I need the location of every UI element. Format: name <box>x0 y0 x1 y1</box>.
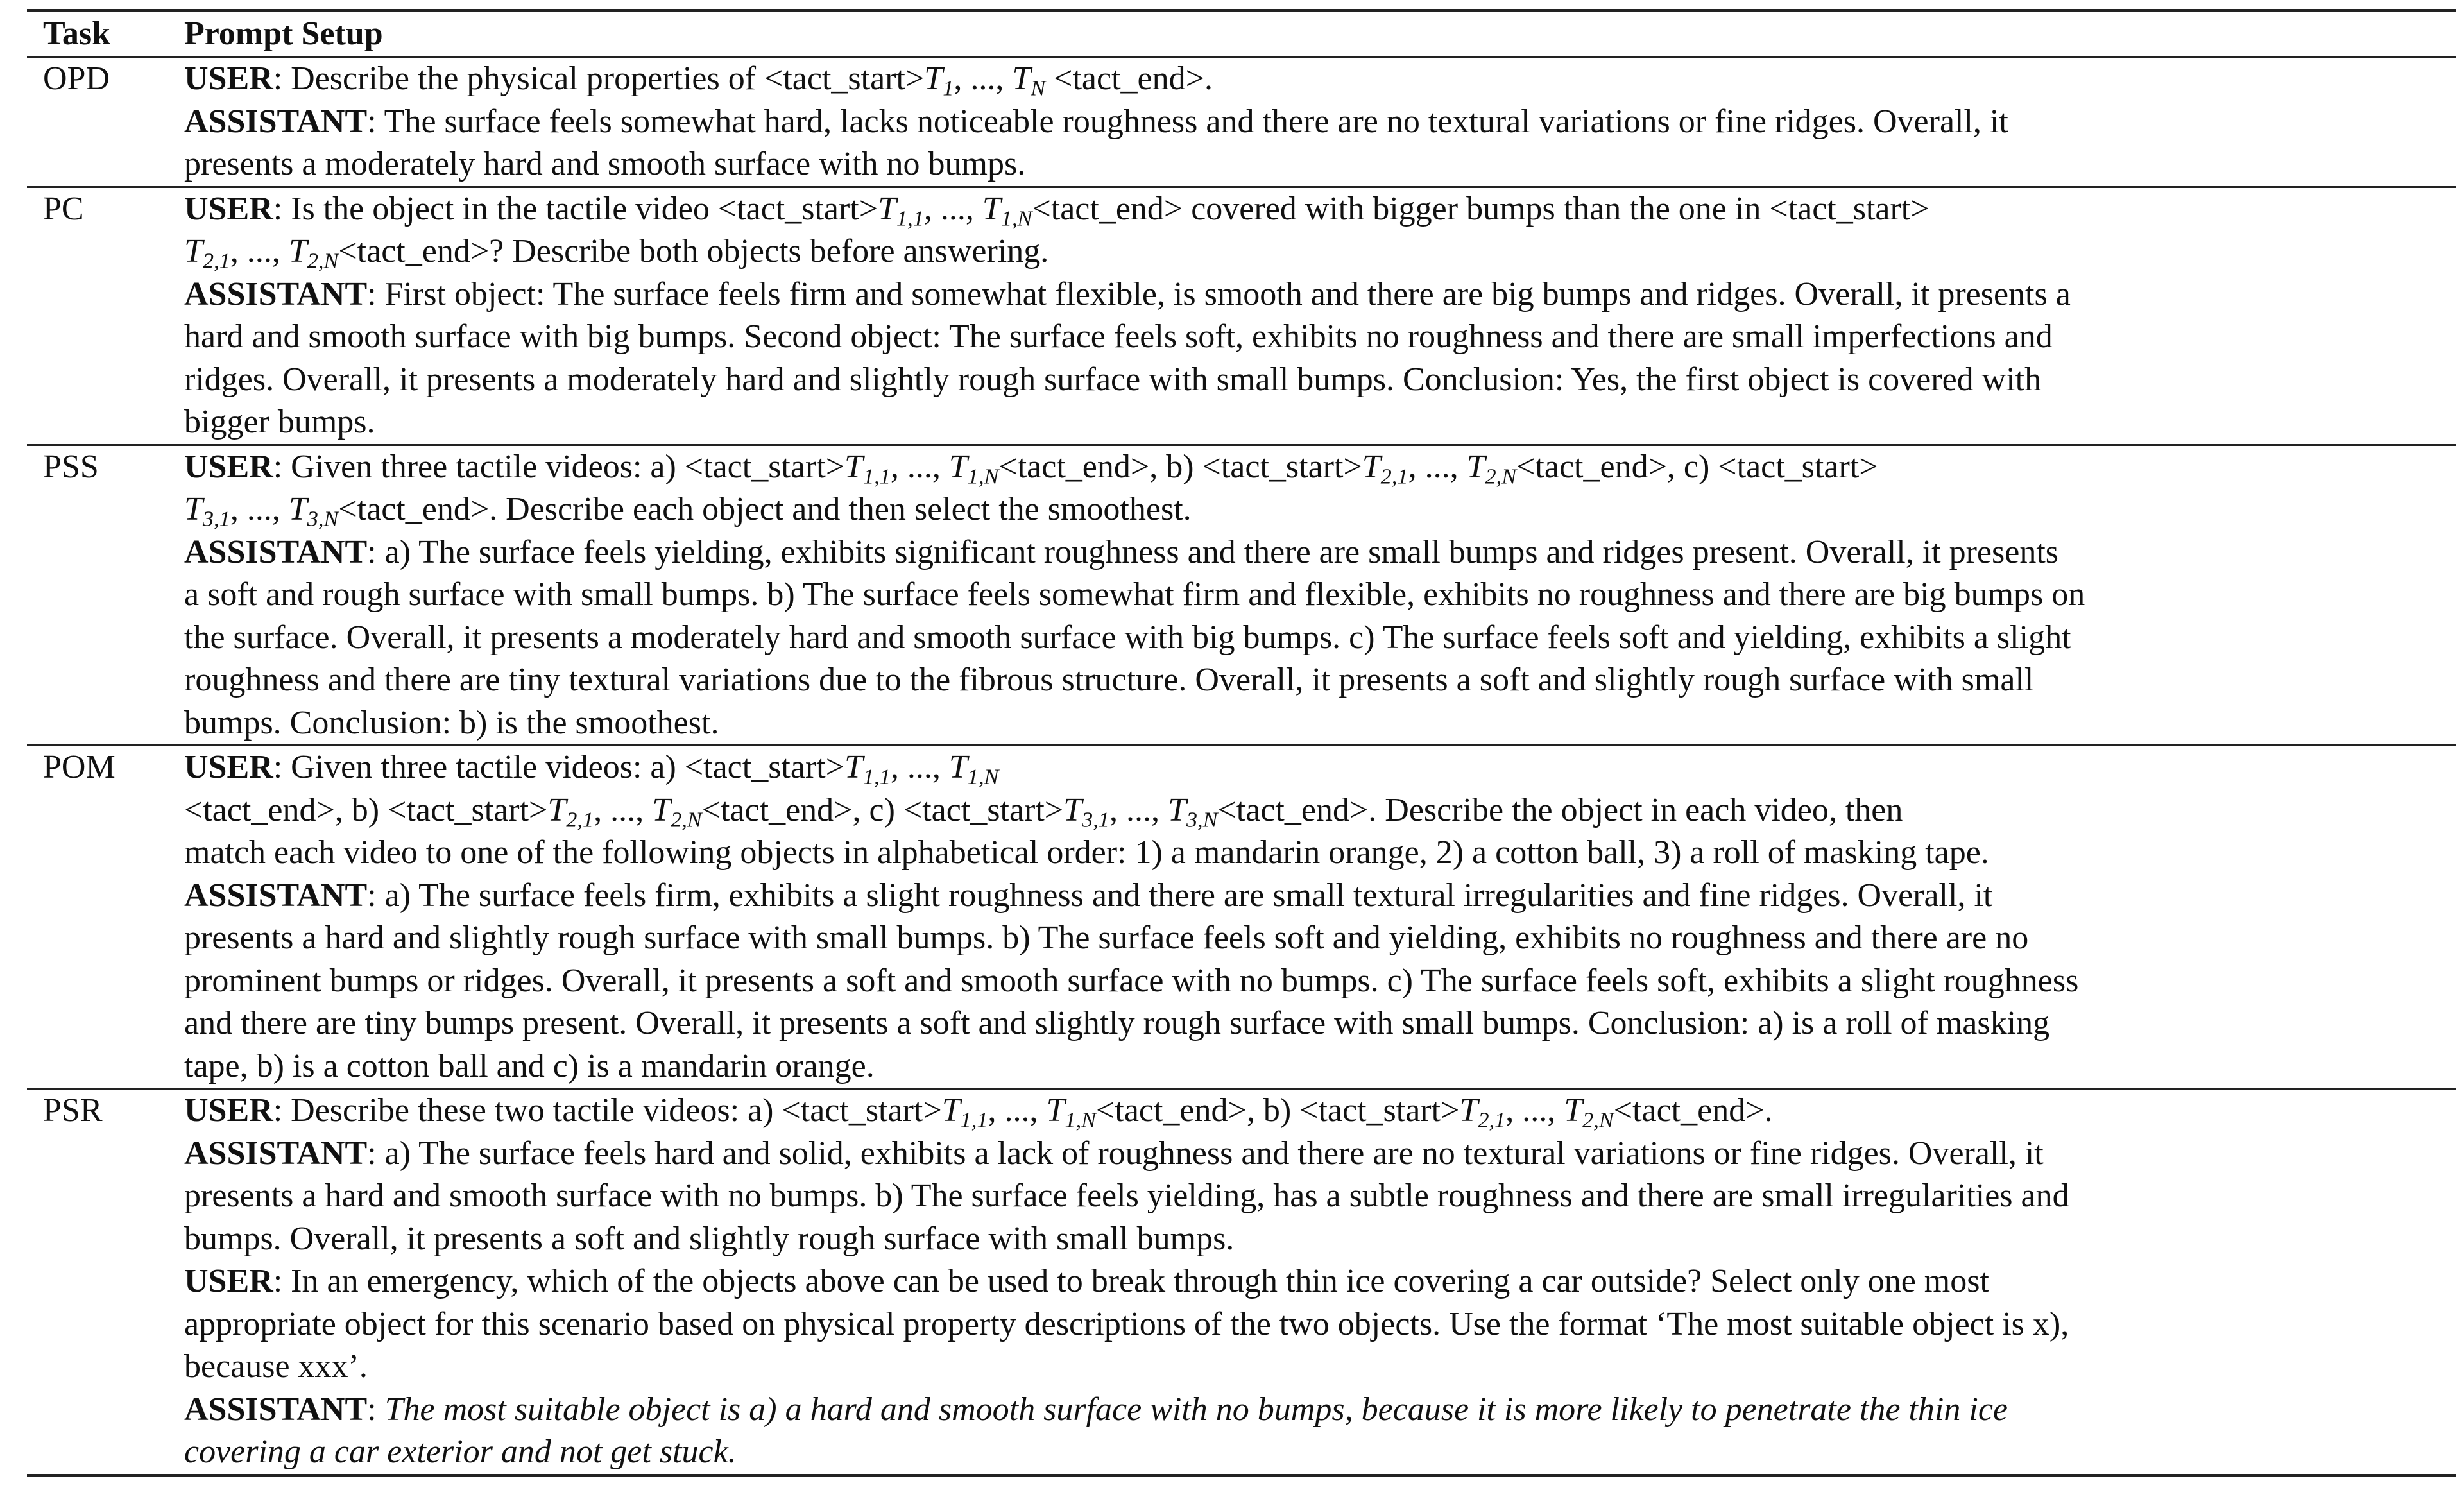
header-row <box>27 12 2456 56</box>
prompt-text: prominent bumps or ridges. Overall, it presents a soft and smooth surface with no bumps. c) The surface feels soft, exhibits a slight roughness <box>184 962 2079 999</box>
prompt-line <box>184 702 2452 745</box>
math-symbol <box>184 491 230 531</box>
prompt-text: : In an emergency, which of the objects above can be used to break through thin ice covering a car outside? Select only one most <box>273 1263 1989 1299</box>
prompt-text: , ..., <box>923 190 982 227</box>
math-variable: T <box>1063 791 1082 828</box>
math-subscript: 1,N <box>967 464 999 489</box>
prompt-line <box>184 143 2452 186</box>
prompt-line <box>184 230 2452 273</box>
math-symbol <box>288 491 339 531</box>
math-variable: T <box>924 60 943 97</box>
math-symbol <box>652 791 702 832</box>
math-variable: T <box>1012 60 1031 97</box>
table-row <box>27 188 2456 444</box>
prompt-line <box>184 401 2452 444</box>
prompt-cell <box>184 746 2456 1088</box>
prompt-line <box>184 960 2452 1003</box>
math-variable: T <box>1466 448 1485 485</box>
table-row <box>27 746 2456 1088</box>
prompt-text: , ..., <box>1408 448 1467 485</box>
table-row <box>27 1090 2456 1474</box>
prompt-text: bumps. Overall, it presents a soft and slightly rough surface with small bumps. <box>184 1220 1235 1257</box>
math-symbol <box>924 60 954 101</box>
speaker-label: USER <box>184 448 273 485</box>
math-symbol <box>844 448 891 489</box>
math-variable: T <box>652 791 671 828</box>
math-subscript: 1 <box>943 76 954 101</box>
prompt-text: because xxx’. <box>184 1348 368 1385</box>
speaker-label: USER <box>184 190 273 227</box>
prompt-line <box>184 1175 2452 1218</box>
prompt-line <box>184 1002 2452 1045</box>
prompt-text: : The surface feels somewhat hard, lacks noticeable roughness and there are no textural variations or fine ridges. Overall, it <box>367 103 2008 140</box>
math-subscript: 3,1 <box>202 506 230 531</box>
math-variable: T <box>844 749 863 785</box>
math-subscript: 2,1 <box>1478 1108 1506 1133</box>
prompt-text: <tact_end>. <box>1613 1092 1773 1129</box>
task-cell: PSS <box>43 448 99 485</box>
prompt-line <box>184 359 2452 402</box>
prompt-line <box>184 1218 2452 1261</box>
math-subscript: 1,N <box>967 764 999 789</box>
speaker-label: USER <box>184 1092 273 1129</box>
prompt-text: presents a hard and slightly rough surface with small bumps. b) The surface feels soft and yielding, exhibits no roughness and there are no <box>184 920 2029 956</box>
prompt-text: , ..., <box>954 60 1013 97</box>
prompt-line <box>184 832 2452 875</box>
math-symbol <box>184 233 230 273</box>
math-subscript: 2,N <box>671 807 702 832</box>
prompt-text: roughness and there are tiny textural variations due to the fibrous structure. Overall, it presents a soft and slightly rough surface with small <box>184 662 2034 698</box>
prompt-line <box>184 659 2452 702</box>
math-variable: T <box>547 791 567 828</box>
prompt-line <box>184 1133 2452 1176</box>
prompt-text: : a) The surface feels firm, exhibits a slight roughness and there are small textural irregularities and fine ridges. Overall, it <box>367 877 1993 914</box>
prompt-line <box>184 1260 2452 1303</box>
task-cell: PSR <box>43 1092 103 1129</box>
math-subscript: 2,N <box>1485 464 1517 489</box>
math-variable: T <box>1167 791 1186 828</box>
math-symbol <box>844 749 891 789</box>
prompt-line <box>184 446 2452 489</box>
prompt-text: <tact_end> covered with bigger bumps than the one in <tact_start> <box>1032 190 1929 227</box>
prompt-text: : a) The surface feels yielding, exhibits significant roughness and there are small bumps and ridges present. Overall, it presents <box>367 533 2058 570</box>
math-symbol <box>1046 1092 1097 1133</box>
math-variable: T <box>1564 1092 1583 1129</box>
speaker-label: ASSISTANT <box>184 275 368 313</box>
prompt-line <box>184 617 2452 660</box>
math-variable: T <box>982 190 1001 227</box>
prompt-cell <box>184 1090 2456 1474</box>
math-subscript: 1,N <box>1065 1108 1097 1133</box>
prompt-text: match each video to one of the following objects in alphabetical order: 1) a mandarin orange, 2) a cotton ball, 3) a roll of masking tape. <box>184 834 1989 871</box>
prompt-cell <box>184 446 2456 745</box>
prompt-text: , ..., <box>1505 1092 1564 1129</box>
prompt-line <box>184 789 2452 832</box>
speaker-label: USER <box>184 1263 273 1299</box>
math-symbol <box>1564 1092 1614 1133</box>
prompt-cell <box>184 58 2456 186</box>
prompt-text: <tact_end>. Describe the object in each video, then <box>1217 791 1903 828</box>
math-symbol <box>1466 448 1517 489</box>
table-row <box>27 446 2456 745</box>
speaker-label: USER <box>184 60 273 97</box>
math-symbol <box>1362 448 1408 489</box>
prompt-text: , ..., <box>988 1092 1047 1129</box>
math-variable: T <box>288 233 307 270</box>
prompt-line <box>184 188 2452 231</box>
math-symbol <box>941 1092 988 1133</box>
math-variable: T <box>941 1092 961 1129</box>
math-subscript: 2,1 <box>1380 464 1408 489</box>
math-subscript: 2,N <box>307 248 339 273</box>
prompt-line <box>184 273 2452 316</box>
prompt-line <box>184 1303 2452 1346</box>
prompt-text: <tact_end>, b) <tact_start> <box>998 448 1362 485</box>
prompt-text: , ..., <box>230 233 289 270</box>
prompt-text: : Given three tactile videos: a) <tact_start> <box>273 448 845 485</box>
prompt-text: <tact_end>, b) <tact_start> <box>184 791 548 828</box>
math-symbol <box>982 190 1032 231</box>
task-column-header: Task <box>43 15 111 52</box>
speaker-label: ASSISTANT <box>184 1391 368 1428</box>
math-variable: T <box>1046 1092 1065 1129</box>
prompt-line <box>184 875 2452 918</box>
speaker-label: USER <box>184 749 273 785</box>
math-subscript: 1,1 <box>960 1108 988 1133</box>
prompt-line <box>184 58 2452 101</box>
prompt-text: presents a hard and smooth surface with no bumps. b) The surface feels yielding, has a subtle roughness and there are small irregularities and <box>184 1177 2069 1214</box>
task-cell: POM <box>43 749 116 785</box>
speaker-label: ASSISTANT <box>184 1135 368 1172</box>
bottom-rule <box>27 1474 2456 1477</box>
prompt-text: : First object: The surface feels firm and somewhat flexible, is smooth and there are big bumps and ridges. Overall, it presents a <box>367 275 2071 313</box>
prompt-text: and there are tiny bumps present. Overall, it presents a soft and slightly rough surface with small bumps. Conclusion: a) is a roll of masking <box>184 1005 2050 1041</box>
math-subscript: 1,1 <box>862 464 891 489</box>
prompt-text: , ..., <box>1109 791 1168 828</box>
math-subscript: 2,1 <box>566 807 594 832</box>
prompt-line <box>184 746 2452 789</box>
speaker-label: ASSISTANT <box>184 533 368 570</box>
prompt-text: appropriate object for this scenario based on physical property descriptions of the two objects. Use the format ‘The most suitable object is x), <box>184 1305 2069 1342</box>
prompt-line <box>184 1045 2452 1088</box>
speaker-label: ASSISTANT <box>184 877 368 914</box>
math-symbol <box>878 190 924 231</box>
math-symbol <box>948 749 999 789</box>
math-variable: T <box>1362 448 1381 485</box>
prompt-text: <tact_end>. <box>1045 60 1213 97</box>
math-variable: T <box>844 448 863 485</box>
prompt-text: bumps. Conclusion: b) is the smoothest. <box>184 704 719 741</box>
math-subscript: 1,1 <box>896 206 924 231</box>
prompt-text: : Describe the physical properties of <tact_start> <box>273 60 925 97</box>
math-subscript: 3,N <box>307 506 339 531</box>
task-cell: OPD <box>43 60 110 97</box>
math-subscript: N <box>1031 76 1046 101</box>
math-symbol <box>948 448 999 489</box>
math-variable: T <box>184 491 203 527</box>
prompt-line <box>184 1389 2452 1432</box>
prompt-text: : <box>367 1391 385 1428</box>
prompt-text: : Is the object in the tactile video <tact_start> <box>273 190 878 227</box>
prompt-line <box>184 488 2452 531</box>
prompt-text: : a) The surface feels hard and solid, exhibits a lack of roughness and there are no textural variations or fine ridges. Overall, it <box>367 1135 2044 1172</box>
prompt-line <box>184 316 2452 359</box>
prompt-text: presents a moderately hard and smooth surface with no bumps. <box>184 146 1026 182</box>
prompt-line <box>184 101 2452 144</box>
prompt-text: tape, b) is a cotton ball and c) is a mandarin orange. <box>184 1047 875 1084</box>
prompt-line <box>184 917 2452 960</box>
math-subscript: 3,1 <box>1082 807 1109 832</box>
math-symbol <box>1167 791 1218 832</box>
prompt-line <box>184 1346 2452 1389</box>
prompt-setup-table <box>27 9 2456 1477</box>
prompt-line <box>184 1431 2452 1474</box>
prompt-text: : Describe these two tactile videos: a) <tact_start> <box>273 1092 942 1129</box>
prompt-line <box>184 531 2452 574</box>
math-subscript: 3,N <box>1186 807 1218 832</box>
math-subscript: 1,N <box>1000 206 1032 231</box>
prompt-column-header: Prompt Setup <box>184 15 383 52</box>
prompt-text: , ..., <box>594 791 653 828</box>
prompt-text: bigger bumps. <box>184 404 375 440</box>
math-variable: T <box>1459 1092 1478 1129</box>
prompt-text: <tact_end>. Describe each object and then select the smoothest. <box>338 491 1192 527</box>
prompt-text: <tact_end>, b) <tact_start> <box>1096 1092 1460 1129</box>
prompt-text-italic: covering a car exterior and not get stuck. <box>184 1434 737 1470</box>
math-symbol <box>1012 60 1046 101</box>
math-symbol <box>547 791 594 832</box>
math-variable: T <box>288 491 307 527</box>
prompt-text: ridges. Overall, it presents a moderately hard and slightly rough surface with small bumps. Conclusion: Yes, the first object is covered with <box>184 361 2042 398</box>
prompt-text: a soft and rough surface with small bumps. b) The surface feels somewhat firm and flexible, exhibits no roughness and there are big bumps on <box>184 576 2085 613</box>
math-symbol <box>1063 791 1109 832</box>
table-row <box>27 58 2456 186</box>
prompt-text: , ..., <box>230 491 289 527</box>
math-symbol <box>1459 1092 1506 1133</box>
math-variable: T <box>948 749 968 785</box>
prompt-text: <tact_end>? Describe both objects before answering. <box>338 233 1049 270</box>
math-subscript: 2,1 <box>202 248 230 273</box>
prompt-text: , ..., <box>890 749 949 785</box>
prompt-cell <box>184 188 2456 444</box>
prompt-text: <tact_end>, c) <tact_start> <box>1516 448 1878 485</box>
task-cell: PC <box>43 190 84 227</box>
math-variable: T <box>878 190 896 227</box>
table-body <box>27 58 2456 1477</box>
prompt-line <box>184 1090 2452 1133</box>
prompt-line <box>184 574 2452 617</box>
prompt-text: <tact_end>, c) <tact_start> <box>701 791 1064 828</box>
prompt-text-italic: The most suitable object is a) a hard and smooth surface with no bumps, because it is more likely to penetrate the thin ice <box>384 1391 2008 1428</box>
math-symbol <box>288 233 339 273</box>
math-subscript: 1,1 <box>862 764 891 789</box>
math-subscript: 2,N <box>1582 1108 1614 1133</box>
speaker-label: ASSISTANT <box>184 103 368 140</box>
prompt-text: hard and smooth surface with big bumps. Second object: The surface feels soft, exhibits no roughness and there are small imperfections and <box>184 318 2053 355</box>
prompt-text: : Given three tactile videos: a) <tact_start> <box>273 749 845 785</box>
prompt-text: the surface. Overall, it presents a moderately hard and smooth surface with big bumps. c) The surface feels soft and yielding, exhibits a slight <box>184 619 2071 656</box>
prompt-text: , ..., <box>890 448 949 485</box>
math-variable: T <box>184 233 203 270</box>
math-variable: T <box>948 448 968 485</box>
